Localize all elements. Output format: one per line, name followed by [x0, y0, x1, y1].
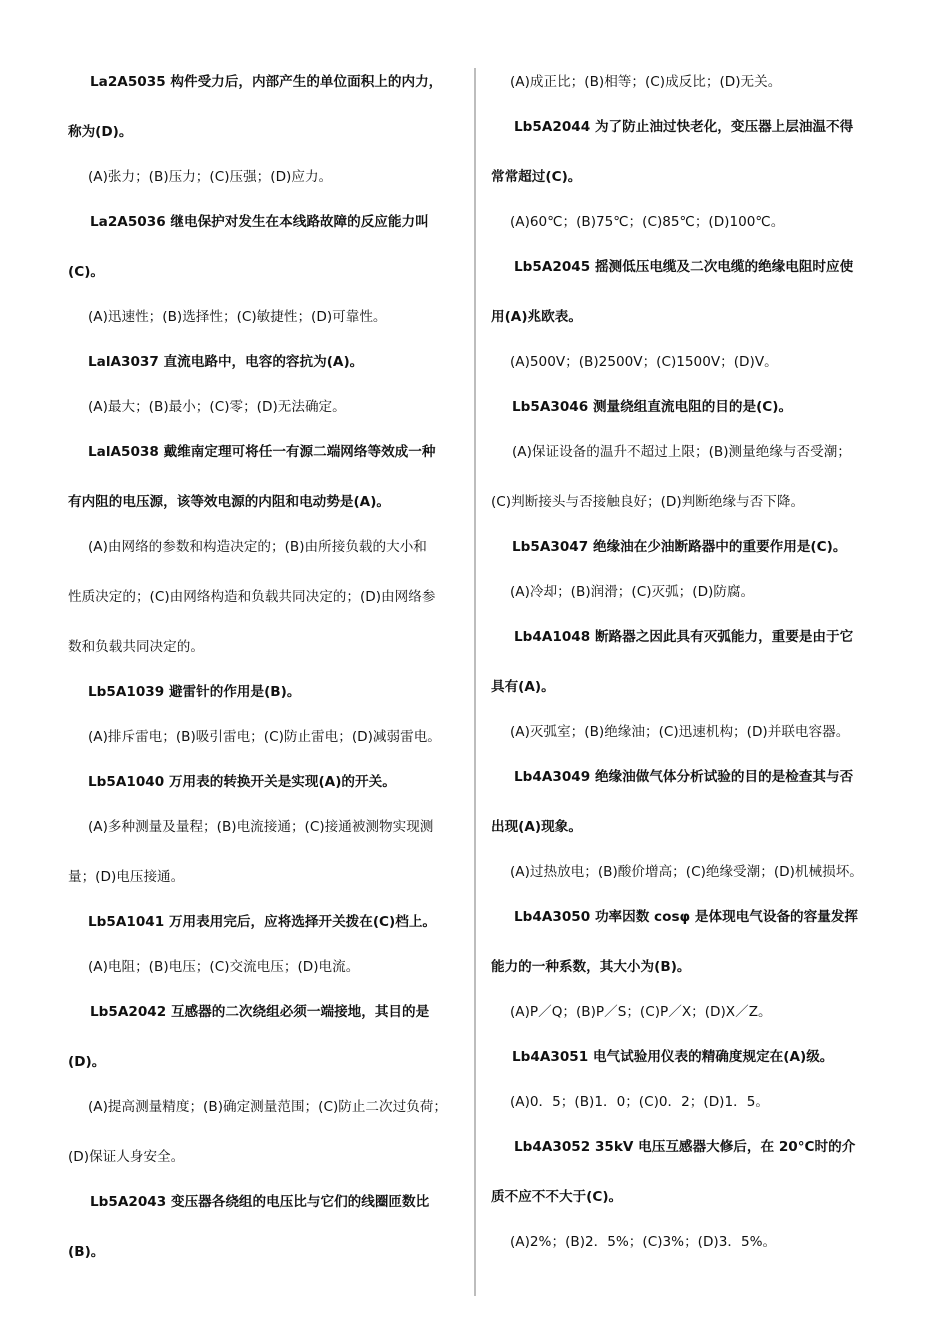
- question-text: Lb5A2042 互感器的二次绕组必须一端接地，其目的是: [90, 1004, 430, 1020]
- answer-options: (A)保证设备的温升不超过上限；(B)测量绝缘与否受潮；: [512, 444, 851, 460]
- answer-options: (A)最大；(B)最小；(C)零；(D)无法确定。: [88, 399, 346, 415]
- question-text: Lb5A3046 测量绕组直流电阻的目的是(C)。: [512, 399, 793, 415]
- question-text: Lb4A3051 电气试验用仪表的精确度规定在(A)级。: [512, 1049, 834, 1065]
- question-text: Lb4A3052 35kV 电压互感器大修后，在 20°C时的介: [514, 1139, 856, 1155]
- answer-options: (A)冷却；(B)润滑；(C)灭弧；(D)防腐。: [510, 584, 755, 600]
- question-text: Lb4A3050 功率因数 cosφ 是体现电气设备的容量发挥: [514, 909, 859, 925]
- answer-options: (D)保证人身安全。: [68, 1149, 185, 1165]
- answer-options: (A)0．5；(B)1．0；(C)0．2；(D)1．5。: [510, 1094, 769, 1110]
- question-text: 常常超过(C)。: [491, 169, 582, 185]
- answer-options: (A)成正比；(B)相等；(C)成反比；(D)无关。: [510, 74, 782, 90]
- answer-options: (A)2%；(B)2．5%；(C)3%；(D)3．5%。: [510, 1234, 777, 1250]
- answer-options: 性质决定的；(C)由网络构造和负载共同决定的；(D)由网络参: [68, 589, 436, 605]
- answer-options: (A)由网络的参数和构造决定的；(B)由所接负载的大小和: [88, 539, 427, 555]
- question-text: 用(A)兆欧表。: [491, 309, 582, 325]
- question-text: 称为(D)。: [68, 124, 133, 140]
- answer-options: (A)P／Q；(B)P／S；(C)P／X；(D)X／Z。: [510, 1004, 772, 1020]
- question-text: LalA5038 戴维南定理可将任一有源二端网络等效成一种: [88, 444, 436, 460]
- question-text: 能力的一种系数，其大小为(B)。: [491, 959, 691, 975]
- question-text: (C)。: [68, 264, 104, 280]
- answer-options: 数和负载共同决定的。: [68, 639, 204, 655]
- column-divider: [474, 68, 476, 1296]
- answer-options: (A)多种测量及量程；(B)电流接通；(C)接通被测物实现测: [88, 819, 434, 835]
- question-text: Lb5A2045 摇测低压电缆及二次电缆的绝缘电阻时应使: [514, 259, 854, 275]
- answer-options: 量；(D)电压接通。: [68, 869, 185, 885]
- question-text: Lb4A1048 断路器之因此具有灭弧能力，重要是由于它: [514, 629, 854, 645]
- question-text: Lb4A3049 绝缘油做气体分析试验的目的是检查其与否: [514, 769, 854, 785]
- question-text: 质不应不不大于(C)。: [491, 1189, 623, 1205]
- question-text: Lb5A1040 万用表的转换开关是实现(A)的开关。: [88, 774, 396, 790]
- question-text: 有内阻的电压源，该等效电源的内阻和电动势是(A)。: [68, 494, 391, 510]
- question-text: Lb5A3047 绝缘油在少油断路器中的重要作用是(C)。: [512, 539, 847, 555]
- answer-options: (A)电阻；(B)电压；(C)交流电压；(D)电流。: [88, 959, 360, 975]
- question-text: Lb5A1039 避雷针的作用是(B)。: [88, 684, 301, 700]
- question-text: (B)。: [68, 1244, 105, 1260]
- question-text: (D)。: [68, 1054, 106, 1070]
- question-text: Lb5A1041 万用表用完后，应将选择开关拨在(C)档上。: [88, 914, 437, 930]
- question-text: 具有(A)。: [491, 679, 555, 695]
- answer-options: (A)张力；(B)压力；(C)压强；(D)应力。: [88, 169, 333, 185]
- question-text: La2A5035 构件受力后，内部产生的单位面积上的内力，: [90, 74, 443, 90]
- answer-options: (A)排斥雷电；(B)吸引雷电；(C)防止雷电；(D)减弱雷电。: [88, 729, 441, 745]
- question-text: LalA3037 直流电路中，电容的容抗为(A)。: [88, 354, 364, 370]
- question-text: 出现(A)现象。: [491, 819, 582, 835]
- answer-options: (C)判断接头与否接触良好；(D)判断绝缘与否下降。: [491, 494, 805, 510]
- answer-options: (A)灭弧室；(B)绝缘油；(C)迅速机构；(D)并联电容器。: [510, 724, 850, 740]
- answer-options: (A)60℃；(B)75℃；(C)85℃；(D)100℃。: [510, 214, 785, 230]
- question-text: Lb5A2044 为了防止油过快老化，变压器上层油温不得: [514, 119, 854, 135]
- answer-options: (A)过热放电；(B)酸价增高；(C)绝缘受潮；(D)机械损坏。: [510, 864, 863, 880]
- question-text: Lb5A2043 变压器各绕组的电压比与它们的线圈匝数比: [90, 1194, 430, 1210]
- answer-options: (A)迅速性；(B)选择性；(C)敏捷性；(D)可靠性。: [88, 309, 387, 325]
- answer-options: (A)提高测量精度；(B)确定测量范围；(C)防止二次过负荷；: [88, 1099, 447, 1115]
- answer-options: (A)500V；(B)2500V；(C)1500V；(D)V。: [510, 354, 778, 370]
- question-text: La2A5036 继电保护对发生在本线路故障的反应能力叫: [90, 214, 429, 230]
